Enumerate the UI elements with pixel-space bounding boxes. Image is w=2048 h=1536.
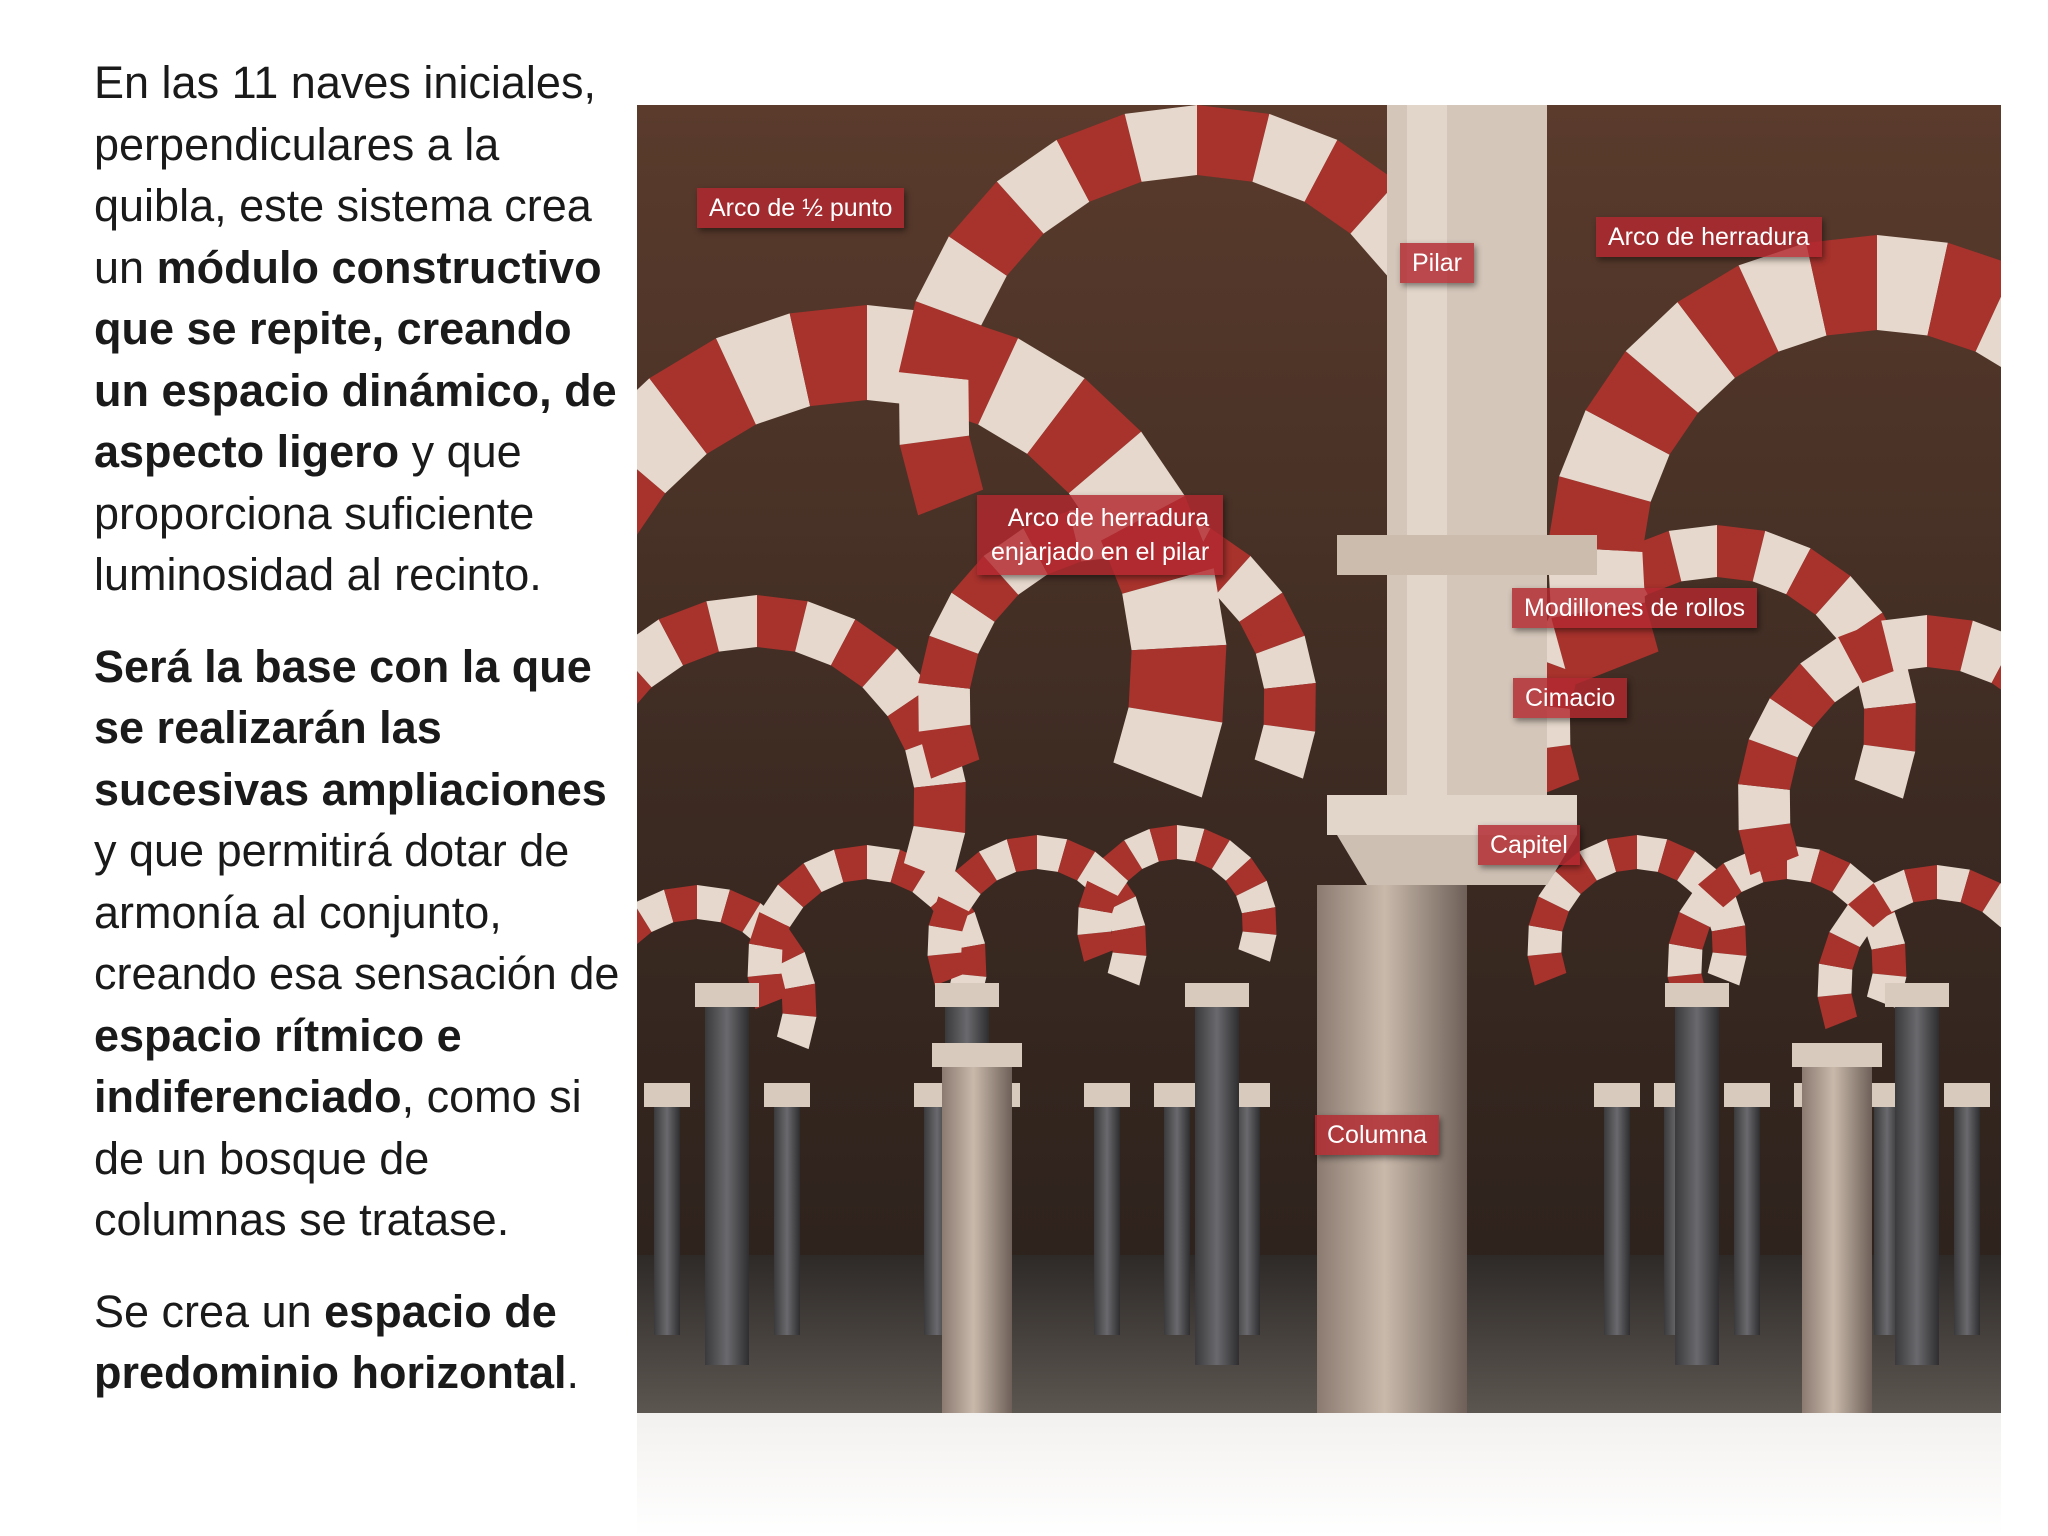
voussoir [918, 683, 970, 732]
voussoir [1264, 683, 1316, 732]
text-column [94, 52, 634, 1434]
far-column [1734, 1105, 1760, 1335]
capital [1724, 1083, 1770, 1107]
capital [1084, 1083, 1130, 1107]
voussoir [1738, 784, 1790, 830]
label-scroll-corbels: Modillones de rollos [1512, 588, 1757, 628]
label-capital: Capitel [1478, 825, 1580, 865]
far-column [1954, 1105, 1980, 1335]
mid-column [1895, 1005, 1939, 1365]
label-pillar: Pilar [1400, 243, 1474, 283]
photo-bottom-fade [637, 1413, 2001, 1536]
capital [764, 1083, 810, 1107]
p2-run-3: , como si de un bosque de columnas se tratase. [94, 1071, 582, 1245]
label-horseshoe-arch: Arco de herradura [1596, 217, 1822, 257]
p3-run-1: espacio de predominio horizontal [94, 1285, 567, 1398]
mosque-hypostyle-hall-photo [637, 105, 2001, 1413]
capital [1665, 983, 1729, 1007]
near-column [1802, 1065, 1872, 1413]
capital [1792, 1043, 1882, 1067]
p3-run-2: . [566, 1347, 579, 1398]
label-horseshoe-arch-pillar-line1: Arco de herradura [1007, 504, 1210, 532]
p1-run-1: módulo constructivo que se repite, creando un espacio dinámico, de aspecto ligero [94, 241, 617, 477]
capital [1185, 983, 1249, 1007]
capital [644, 1083, 690, 1107]
p3-run-0: Se crea un [94, 1285, 325, 1337]
label-horseshoe-arch-pillar-line2: enjarjado en el pilar [991, 538, 1210, 566]
near-column [942, 1065, 1012, 1413]
p2-run-2: espacio rítmico e indiferenciado [94, 1009, 462, 1122]
capital [935, 983, 999, 1007]
capital [1154, 1083, 1200, 1107]
capital [932, 1043, 1022, 1067]
far-column [654, 1105, 680, 1335]
far-column [1164, 1105, 1190, 1335]
paragraph-2 [94, 636, 634, 1251]
mid-column [1675, 1005, 1719, 1365]
voussoir [899, 372, 969, 445]
label-column: Columna [1315, 1115, 1439, 1155]
mid-column [1195, 1005, 1239, 1365]
mid-column [705, 1005, 749, 1365]
capital [1594, 1083, 1640, 1107]
paragraph-1 [94, 52, 634, 606]
capital [695, 983, 759, 1007]
label-impost: Cimacio [1513, 678, 1627, 718]
label-horseshoe-arch-pillar [977, 495, 1223, 575]
far-column [1094, 1105, 1120, 1335]
p2-run-1: y que permitirá dotar de armonía al conjunto, creando esa sensación de [94, 825, 620, 999]
voussoir [914, 782, 966, 833]
label-semicircular-arch: Arco de ½ punto [697, 188, 904, 228]
capital [1885, 983, 1949, 1007]
p2-run-0: Será la base con la que se realizarán las sucesivas ampliaciones [94, 640, 607, 815]
p1-run-0: En las 11 naves iniciales, perpendiculares a la quibla, este sistema crea un [94, 57, 596, 293]
far-column [1604, 1105, 1630, 1335]
paragraph-3 [94, 1281, 634, 1404]
capital [1944, 1083, 1990, 1107]
voussoir [1864, 703, 1916, 752]
photo-illustration [637, 105, 2001, 1413]
far-column [774, 1105, 800, 1335]
p1-run-2: y que proporciona suficiente luminosidad al recinto. [94, 426, 542, 600]
